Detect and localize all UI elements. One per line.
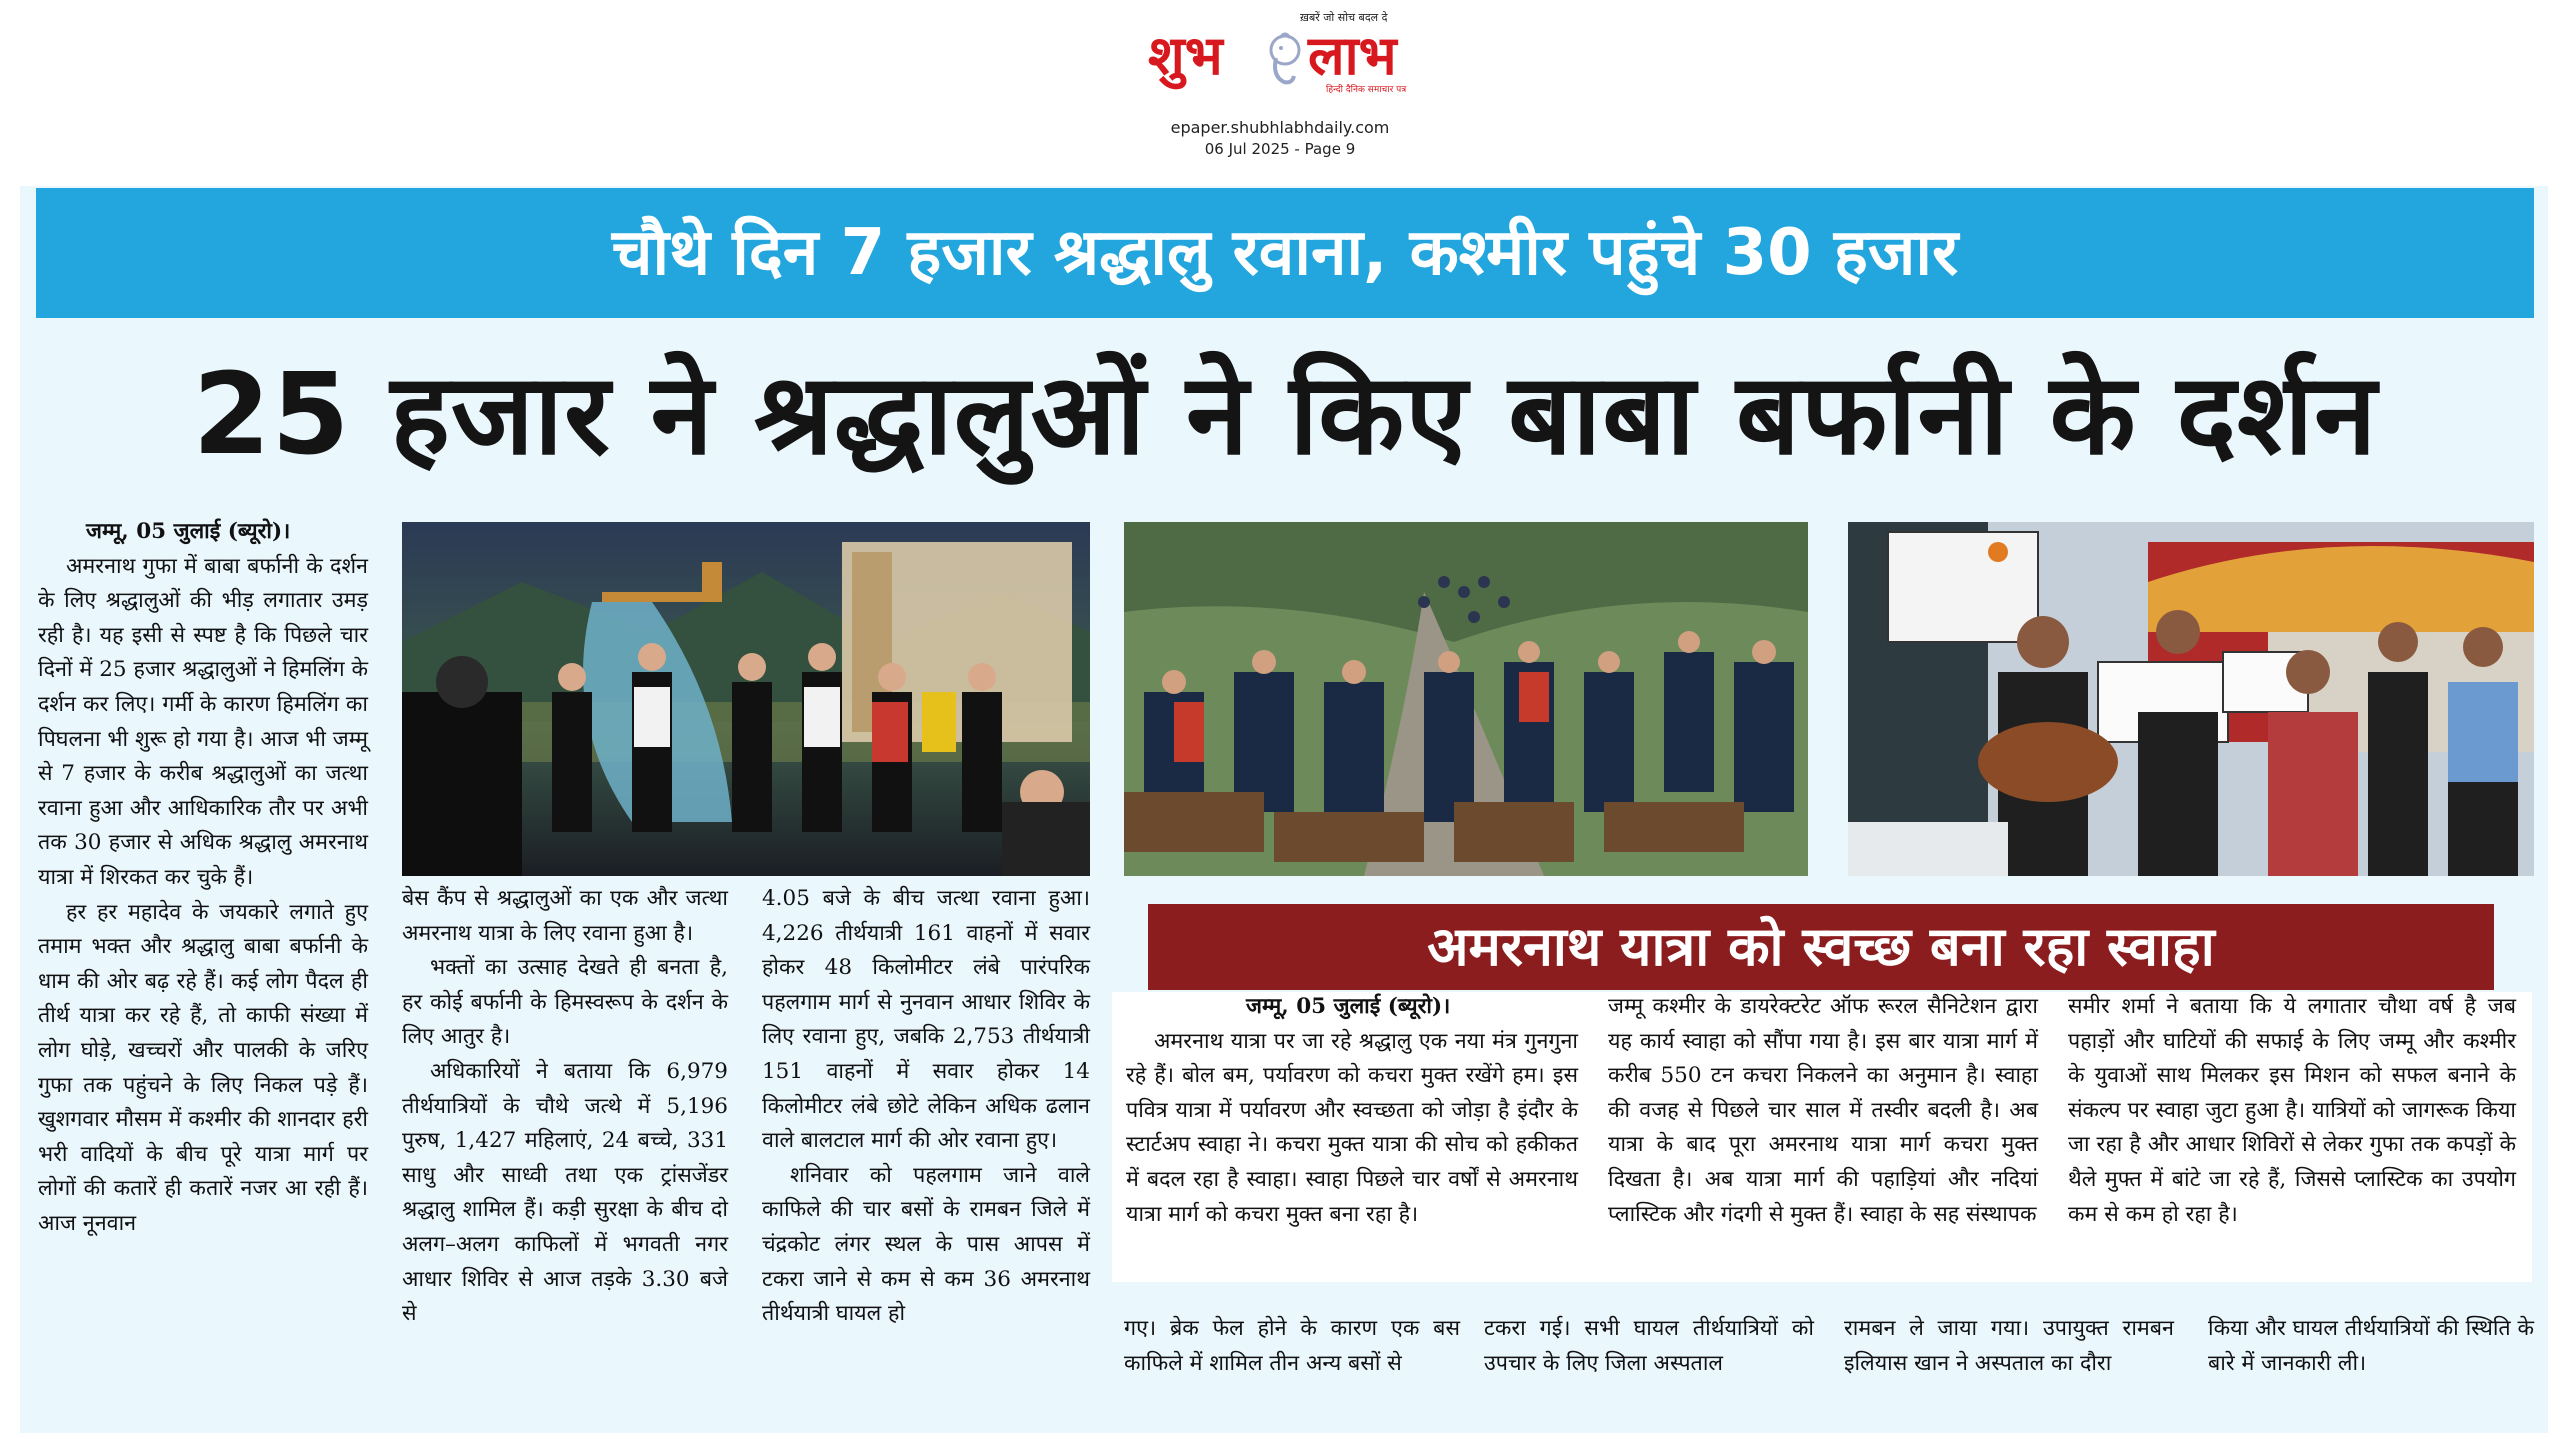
story2-headline: अमरनाथ यात्रा को स्वच्छ बना रहा स्वाहा: [1148, 904, 2494, 990]
story1-paragraph: टकरा गई। सभी घायल तीर्थयात्रियों को उपचार के लिए जिला अस्पताल: [1484, 1316, 1814, 1376]
story1-column-3: [762, 882, 1090, 1382]
story1-paragraph: बेस कैंप से श्रद्धालुओं का एक और जत्था अमरनाथ यात्रा के लिए रवाना हुआ है।: [402, 886, 728, 946]
photo-campaign-image: [1848, 522, 2534, 876]
photo-pilgrims-trek: [1124, 522, 1808, 876]
story1-paragraph: भक्तों का उत्साह देखते ही बनता है, हर कोई बर्फानी के हिमस्वरूप के दर्शन के लिए आतुर है।: [402, 955, 728, 1050]
story1-paragraph: 4.05 बजे के बीच जत्था रवाना हुआ। 4,226 तीर्थयात्री 161 वाहनों में सवार होकर 48 किलोमीटर लंबे पारंपरिक पहलगाम मार्ग से नुनवान आधार शिविर के लिए रवाना हुए, जबकि 2,753 तीर्थयात्री 151 वाहनों में सवार होकर 14 किलोमीटर लंबे छोटे लेकिन अधिक ढलान वाले बालटाल मार्ग की ओर रवाना हुए।: [762, 886, 1090, 1154]
photo-event-crowd: [402, 522, 1090, 876]
story1-continuation-1: [1124, 1312, 1460, 1392]
photo-swachh-campaign: [1848, 522, 2534, 876]
story1-headline: 25 हजार ने श्रद्धालुओं ने किए बाबा बर्फानी के दर्शन: [192, 350, 2378, 480]
ganesha-logo-icon: [1262, 28, 1308, 88]
epaper-url[interactable]: epaper.shubhlabhdaily.com: [1170, 118, 1390, 137]
logo-word-right: लाभ: [1308, 24, 1397, 87]
story1-paragraph: गए। ब्रेक फेल होने के कारण एक बस काफिले में शामिल तीन अन्य बसों से: [1124, 1316, 1460, 1376]
story1-column-1: [38, 515, 368, 1415]
story1-continuation-3: [1844, 1312, 2174, 1392]
story2-paragraph: जम्मू कश्मीर के डायरेक्टरेट ऑफ रूरल सैनिटेशन द्वारा यह कार्य स्वाहा को सौंपा गया है। इस बार यात्रा मार्ग में करीब 550 टन कचरा निकलने का अनुमान है। स्वाहा की वजह से पिछले चार साल में तस्वीर बदली है। अब यात्रा के बाद पूरा अमरनाथ यात्रा मार्ग कचरा मुक्त दिखता है। अब यात्रा मार्ग की पहाड़ियां और नदियां प्लास्टिक और गंदगी से मुक्त हैं। स्वाहा के सह संस्थापक: [1608, 994, 2038, 1227]
story1-kicker: चौथे दिन 7 हजार श्रद्धालु रवाना, कश्मीर पहुंचे 30 हजार: [36, 188, 2534, 318]
photo-event-image: [402, 522, 1090, 876]
story1-continuation-2: [1484, 1312, 1814, 1392]
logo-subtitle: हिन्दी दैनिक समाचार पत्र: [1326, 85, 1407, 95]
story1-paragraph: हर हर महादेव के जयकारे लगाते हुए तमाम भक्त और श्रद्धालु बाबा बर्फानी के धाम की ओर बढ़ रहे हैं। कई लोग पैदल ही तीर्थ यात्रा कर रहे हैं, तो काफी संख्या में लोग घोड़े, खच्चरों और पालकी के जरिए गुफा तक पहुंचने के लिए निकल पड़े हैं। खुशगवार मौसम में कश्मीर की शानदार हरी भरी वादियों के बीच पूरे यात्रा मार्ग पर लोगों की कतारें ही कतारें नजर आ रही हैं। आज नूनवान: [38, 899, 368, 1236]
masthead: [1130, 6, 1430, 166]
story2-column-3: [2068, 990, 2516, 1280]
story1-paragraph: शनिवार को पहलगाम जाने वाले काफिले की चार बसों के रामबन जिले में चंद्रकोट लंगर स्थल के पास आपस में टकरा जाने से कम से कम 36 अमरनाथ तीर्थयात्री घायल हो: [762, 1162, 1090, 1327]
story1-paragraph: अमरनाथ गुफा में बाबा बर्फानी के दर्शन के लिए श्रद्धालुओं की भीड़ लगातार उमड़ रही है। यह इसी से स्पष्ट है कि पिछले चार दिनों में 25 हजार श्रद्धालुओं ने हिमलिंग के दर्शन कर लिए। गर्मी के कारण हिमलिंग का पिघलना भी शुरू हो गया है। आज भी जम्मू से 7 हजार के करीब श्रद्धालुओं का जत्था रवाना हुआ और आधिकारिक तौर पर अभी तक 30 हजार से अधिक श्रद्धालु अमरनाथ यात्रा में शिरकत कर चुके हैं।: [38, 553, 368, 890]
story2-column-2: [1608, 990, 2038, 1280]
story2-dateline: जम्मू, 05 जुलाई (ब्यूरो)।: [1246, 994, 1451, 1019]
story1-dateline: जम्मू, 05 जुलाई (ब्यूरो)।: [86, 519, 291, 544]
photo-pilgrims-image: [1124, 522, 1808, 876]
story1-continuation-4: [2208, 1312, 2534, 1392]
story1-paragraph: अधिकारियों ने बताया कि 6,979 तीर्थयात्रियों के चौथे जत्थे में 5,196 पुरुष, 1,427 महिलाएं, 24 बच्चे, 331 साधु और साध्वी तथा एक ट्रांसजेंडर श्रद्धालु शामिल हैं। कड़ी सुरक्षा के बीच दो अलग–अलग काफिलों में भगवती नगर आधार शिविर से आज तड़के 3.30 बजे से: [402, 1058, 728, 1327]
story1-paragraph: किया और घायल तीर्थयात्रियों की स्थिति के बारे में जानकारी ली।: [2208, 1316, 2534, 1376]
story2-paragraph: अमरनाथ यात्रा पर जा रहे श्रद्धालु एक नया मंत्र गुनगुना रहे हैं। बोल बम, पर्यावरण को कचरा मुक्त रखेंगे हम। इस पवित्र यात्रा में पर्यावरण और स्वच्छता को जोड़ा है इंदौर के स्टार्टअप स्वाहा ने। कचरा मुक्त यात्रा की सोच को हकीकत में बदल रहा है स्वाहा। स्वाहा पिछले चार वर्षों से अमरनाथ यात्रा मार्ग को कचरा मुक्त बना रहा है।: [1126, 1028, 1578, 1227]
story2-column-1: [1126, 990, 1578, 1280]
logo-word-left: शुभ: [1148, 24, 1223, 87]
logo-tagline: ख़बरें जो सोच बदल दे: [1300, 11, 1388, 24]
story1-column-2: [402, 882, 728, 1382]
story1-paragraph: रामबन ले जाया गया। उपायुक्त रामबन इलियास खान ने अस्पताल का दौरा: [1844, 1316, 2174, 1376]
edition-date-page: 06 Jul 2025 - Page 9: [1204, 140, 1356, 158]
story2-paragraph: समीर शर्मा ने बताया कि ये लगातार चौथा वर्ष है जब पहाड़ों और घाटियों की सफाई के लिए जम्मू और कश्मीर के युवाओं साथ मिलकर इस मिशन को सफल बनाने के संकल्प पर स्वाहा जुटा हुआ है। यात्रियों को जागरूक किया जा रहा है और आधार शिविरों से लेकर गुफा तक कपड़ों के थैले मुफ्त में बांटे जा रहे हैं, जिससे प्लास्टिक का उपयोग कम से कम हो रहा है।: [2068, 994, 2516, 1227]
